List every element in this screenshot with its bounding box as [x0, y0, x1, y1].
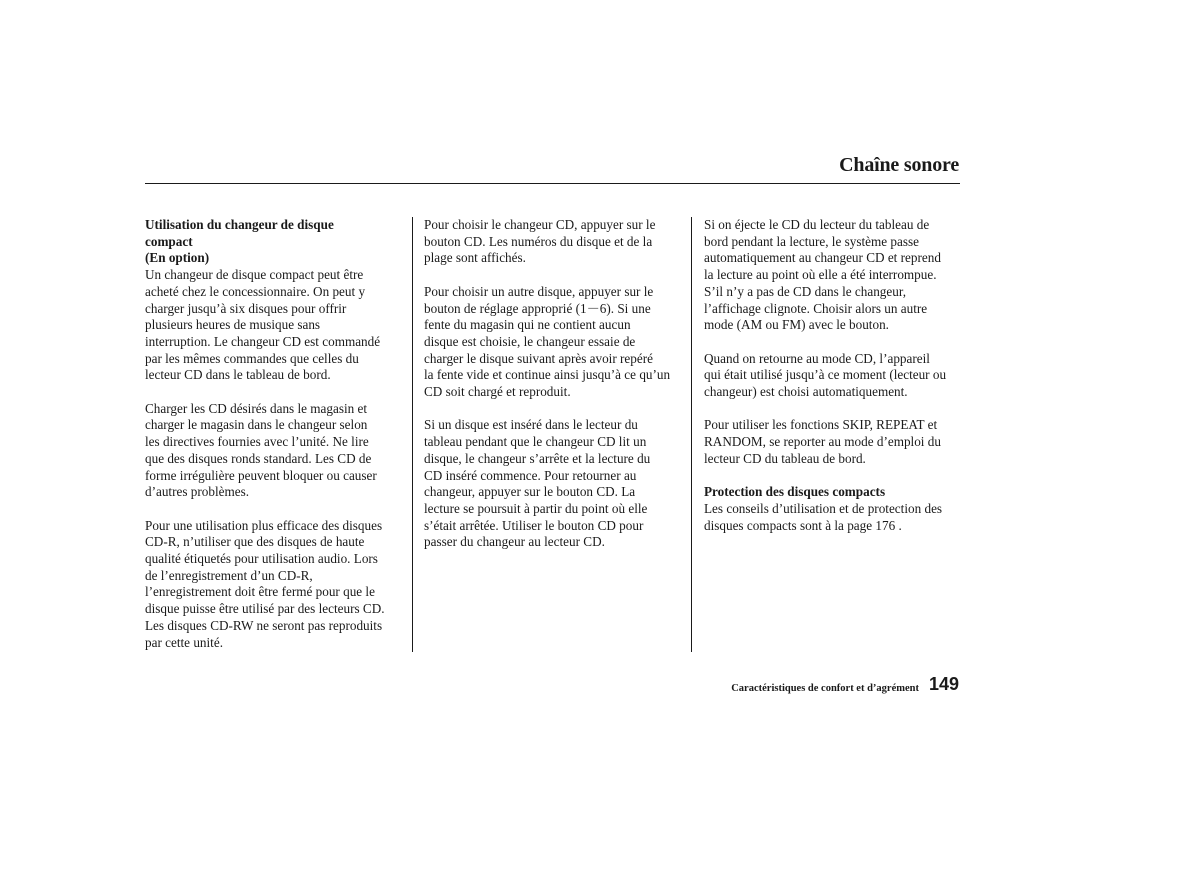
text-line: forme irrégulière peuvent bloquer ou causer — [145, 467, 377, 483]
text-line: la fente vide et continue ainsi jusqu’à ce qu’un — [424, 367, 671, 383]
paragraph — [704, 501, 966, 534]
text-line: Un changeur de disque compact peut être — [145, 267, 364, 283]
paragraph — [145, 267, 407, 384]
text-line: l’enregistrement doit être fermé pour que le — [145, 584, 375, 600]
column-1 — [145, 217, 407, 651]
text-line: changeur) est choisi automatiquement. — [704, 384, 908, 400]
paragraph — [424, 284, 686, 401]
text-line: Quand on retourne au mode CD, l’appareil — [704, 350, 930, 366]
text-line: l’affichage clignote. Choisir alors un autre — [704, 300, 928, 316]
text-line: lecteur CD du tableau de bord. — [704, 450, 866, 466]
text-line: Si on éjecte le CD du lecteur du tableau de — [704, 217, 930, 232]
text-line: disque puisse être utilisé par des lecteurs CD. — [145, 601, 385, 617]
text-line: fente du magasin qui ne contient aucun — [424, 317, 631, 333]
text-line: CD soit chargé et reproduit. — [424, 384, 571, 400]
text-line: bouton CD. Les numéros du disque et de la — [424, 233, 653, 249]
title-divider — [145, 183, 960, 184]
page-number: 149 — [928, 674, 959, 694]
text-line: Pour choisir un autre disque, appuyer sur le — [424, 283, 654, 299]
text-line: Pour choisir le changeur CD, appuyer sur le — [424, 217, 656, 232]
column-divider — [691, 217, 692, 652]
column-3 — [704, 217, 966, 534]
text-line: disques compacts sont à la page 176 . — [704, 517, 902, 533]
paragraph — [424, 217, 686, 267]
text-line: tableau pendant que le changeur CD lit un — [424, 434, 647, 450]
text-line: bord pendant la lecture, le système passe — [704, 233, 919, 249]
text-line: les directives fournies avec l’unité. Ne lire — [145, 434, 369, 450]
text-line: par les mêmes commandes que celles du — [145, 350, 359, 366]
text-line: Les conseils d’utilisation et de protection des — [704, 500, 943, 516]
text-line: disque est choisie, le changeur essaie de — [424, 333, 636, 349]
paragraph — [704, 351, 966, 401]
paragraph — [145, 401, 407, 501]
text-line: changeur, appuyer sur le bouton CD. La — [424, 484, 636, 500]
text-line: interruption. Le changeur CD est commandé — [145, 333, 381, 349]
text-line: qualité étiquetés pour utilisation audio. Lors — [145, 551, 378, 567]
text-line: par cette unité. — [145, 634, 223, 650]
text-line: lecteur CD dans le tableau de bord. — [145, 367, 331, 383]
text-line: de l’enregistrement d’un CD-R, — [145, 567, 313, 583]
paragraph — [704, 217, 966, 334]
text-line: charger jusqu’à six disques pour offrir — [145, 300, 347, 316]
text-line: que des disques ronds standard. Les CD de — [145, 450, 372, 466]
text-line: d’autres problèmes. — [145, 484, 249, 500]
text-line: plage sont affichés. — [424, 250, 526, 266]
text-line: charger le disque suivant après avoir repéré — [424, 350, 653, 366]
text-line: plusieurs heures de musique sans — [145, 317, 321, 333]
text-line: qui était utilisé jusqu’à ce moment (lecteur ou — [704, 367, 947, 383]
section-heading: Utilisation du changeur de disque — [145, 217, 334, 232]
text-line: charger le magasin dans le changeur selon — [145, 417, 368, 433]
paragraph — [145, 518, 407, 652]
paragraph — [704, 417, 966, 467]
text-line: Les disques CD-RW ne seront pas reproduits — [145, 617, 383, 633]
text-line: disque, le changeur s’arrête et la lecture du — [424, 450, 651, 466]
text-line: Pour une utilisation plus efficace des disques — [145, 517, 383, 533]
text-line: Si un disque est inséré dans le lecteur du — [424, 417, 638, 433]
section-heading-cont: compact — [145, 233, 193, 249]
text-line: CD-R, n’utiliser que des disques de haute — [145, 534, 365, 550]
text-line: lecture se poursuit à partir du point où elle — [424, 500, 648, 516]
text-line: passer du changeur au lecteur CD. — [424, 534, 605, 550]
option-note: (En option) — [145, 250, 210, 266]
text-line: automatiquement au changeur CD et reprend — [704, 250, 941, 266]
text-line: Charger les CD désirés dans le magasin et — [145, 400, 368, 416]
text-line: mode (AM ou FM) avec le bouton. — [704, 317, 889, 333]
column-2 — [424, 217, 686, 551]
text-line: acheté chez le concessionnaire. On peut y — [145, 283, 366, 299]
section-title: Chaîne sonore — [839, 154, 959, 176]
chapter-footer: Caractéristiques de confort et d’agrément — [731, 683, 919, 694]
text-line: s’était arrêtée. Utiliser le bouton CD pour — [424, 517, 644, 533]
text-line: RANDOM, se reporter au mode d’emploi du — [704, 434, 941, 450]
text-line: Pour utiliser les fonctions SKIP, REPEAT et — [704, 417, 938, 433]
column-divider — [412, 217, 413, 652]
text-line: S’il n’y a pas de CD dans le changeur, — [704, 283, 906, 299]
text-line: la lecture au point où elle a été interrompue. — [704, 267, 937, 283]
text-line: CD inséré commence. Pour retourner au — [424, 467, 637, 483]
paragraph — [424, 417, 686, 551]
protection-heading: Protection des disques compacts — [704, 484, 886, 500]
text-line: bouton de réglage approprié (1－6). Si une — [424, 300, 651, 316]
